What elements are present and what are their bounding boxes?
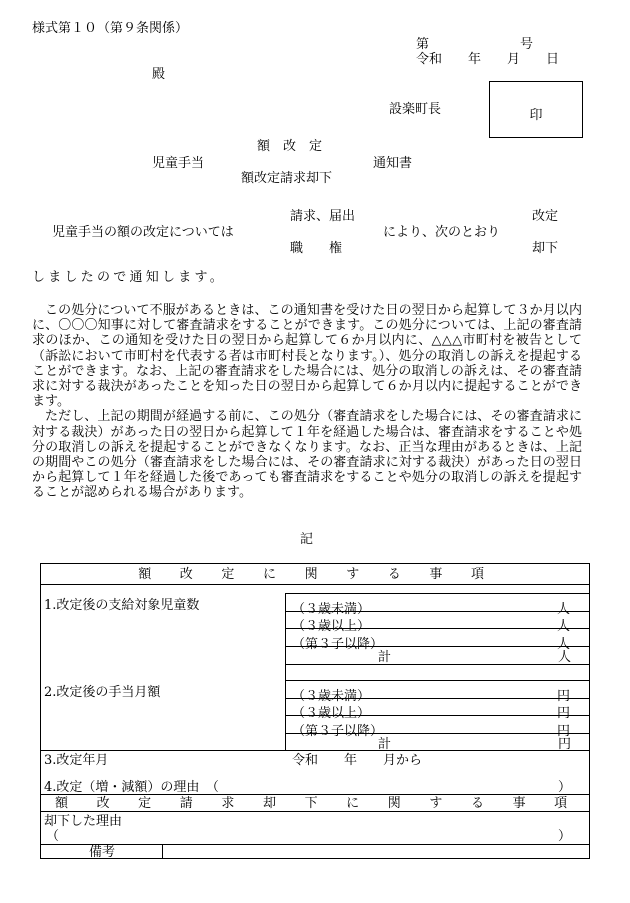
item3-value: 令和 年 月から [292, 753, 423, 768]
addressee-suffix: 殿 [152, 67, 166, 82]
statement-suffix: しましたので通知します。 [32, 270, 226, 285]
divider [285, 593, 589, 594]
item1-label: 1.改定後の支給対象児童数 [44, 598, 200, 613]
title-right: 通知書 [373, 156, 413, 171]
details-table [40, 563, 590, 859]
item4-label: 4.改定（増・減額）の理由 （ [44, 780, 219, 795]
result-option-top: 改定 [532, 209, 559, 224]
seal-box [489, 81, 583, 138]
item2-total-label: 計 [378, 737, 392, 752]
divider [285, 593, 286, 750]
item2-row-label: （３歳未満） [292, 689, 371, 704]
statement-middle: により、次のとおり [383, 225, 501, 240]
item2-row-label: （第３子以降） [292, 724, 384, 739]
item4-close: ） [557, 780, 571, 795]
item2-row-unit: 円 [556, 706, 570, 721]
item1-row-unit: 人 [556, 619, 570, 634]
divider [285, 664, 589, 665]
divider [41, 844, 589, 845]
divider [285, 680, 589, 681]
seal-label: 印 [529, 108, 543, 123]
title-top: 額 改 定 [257, 139, 323, 154]
document-number-label: 第 号 [416, 37, 534, 52]
notice-paragraph-1: この処分について不服があるときは、この通知書を受けた日の翌日から起算して３か月以内に、〇〇〇知事に対して審査請求をすることができます。この処分については、上記の審査請求のほか、この通知を受けた日の翌日から起算して６か月以内に、△△△市町村を被告として（訴訟において市町村を代表する者は市町村長となります。）、処分の取消しの訴えを提起することができます。なお、上記の審査請求をした場合には、処分の取消しの訴えは、その審査請求に対する裁決があったことを知った日の翌日から起算して６か月以内に提起することができます。 [32, 303, 582, 410]
item1-row-label: （３歳以上） [292, 619, 371, 634]
rejection-open: （ [46, 829, 60, 844]
issue-date: 令和 年 月 日 [416, 52, 560, 67]
item1-row-unit: 人 [556, 602, 570, 617]
item2-row-unit: 円 [556, 724, 570, 739]
title-left: 児童手当 [152, 156, 205, 171]
title-bottom: 額改定請求却下 [241, 171, 333, 186]
item2-row-unit: 円 [556, 689, 570, 704]
item1-row-label: （第３子以降） [292, 637, 384, 652]
form-number: 様式第１０（第９条関係） [32, 21, 189, 36]
item1-total-unit: 人 [557, 650, 571, 665]
ki-mark: 記 [300, 532, 314, 547]
reason-option-top: 請求、届出 [290, 209, 356, 224]
section2-header: 額 改 定 請 求 却 下 に 関 す る 事 項 [54, 796, 575, 811]
item1-total-label: 計 [378, 650, 392, 665]
rejection-close: ） [557, 829, 571, 844]
item1-row-label: （３歳未満） [292, 602, 371, 617]
remarks-label: 備考 [89, 845, 116, 860]
item1-row-unit: 人 [556, 637, 570, 652]
rejection-label: 却下した理由 [44, 814, 123, 829]
issuer-name: 設楽町長 [389, 102, 442, 117]
statement-prefix: 児童手当の額の改定については [52, 225, 234, 240]
item2-row-label: （３歳以上） [292, 706, 371, 721]
appeal-notice [32, 303, 582, 501]
divider [41, 811, 589, 812]
reason-option-bottom: 職 権 [290, 241, 343, 256]
item3-label: 3.改定年月 [44, 753, 109, 768]
divider [41, 794, 589, 795]
divider [41, 750, 589, 751]
notice-paragraph-2: ただし、上記の期間が経過する前に、この処分（審査請求をした場合には、その審査請求に対する裁決）があった日の翌日から起算して１年を経過した場合は、審査請求をすることや処分の取消しの訴えを提起することができなくなります。なお、正当な理由があるときは、上記の期間やこの処分（審査請求をした場合には、その審査請求に対する裁決）があった日の翌日から起算して１年を経過した後であっても審査請求をすることや処分の取消しの訴えを提起することが認められる場合があります。 [32, 409, 582, 501]
result-option-bottom: 却下 [532, 241, 559, 256]
section1-header: 額 改 定 に 関 す る 事 項 [138, 567, 492, 582]
item2-label: 2.改定後の手当月額 [44, 685, 161, 700]
item2-total-unit: 円 [557, 737, 571, 752]
divider [162, 844, 163, 859]
divider [41, 584, 589, 585]
